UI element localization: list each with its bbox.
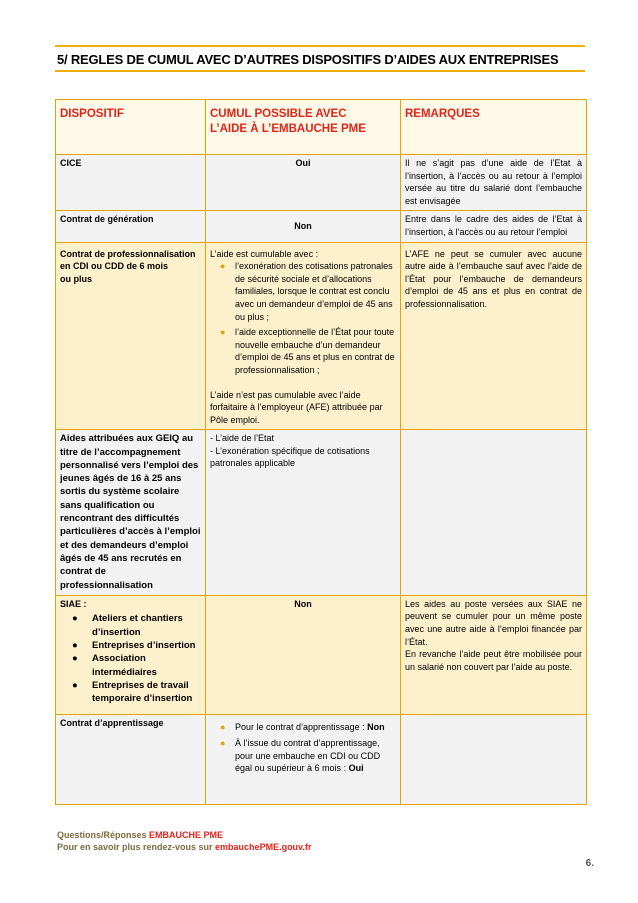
title-underline — [55, 70, 585, 72]
row-name: Contrat de génération — [56, 211, 206, 242]
table-row-geiq — [56, 430, 587, 596]
row-cumul: Non — [206, 211, 401, 242]
row-cumul: - L’aide de l’Etat - L’exonération spécifique de cotisations patronales applicable — [206, 430, 401, 596]
row-remarques — [401, 714, 587, 804]
row-name: CICE — [56, 155, 206, 211]
table-row-cice — [56, 155, 587, 211]
row-name: Contrat de professionnalisation en CDI ou CDD de 6 mois ou plus — [56, 242, 206, 430]
section-title: 5/ REGLES DE CUMUL AVEC D’AUTRES DISPOSITIFS D’AIDES AUX ENTREPRISES — [57, 52, 559, 67]
row-remarques: L’AFE ne peut se cumuler avec aucune autre aide à l’embauche sauf avec l’aide de l’État pour l’embauche de demandeurs d’emploi de 45 ans et plus en contrat de professionnalisation. — [401, 242, 587, 430]
table-row-professionnalisation — [56, 242, 587, 430]
cumul-table — [55, 99, 587, 805]
row-cumul: Oui — [206, 155, 401, 211]
header-dispositif: DISPOSITIF — [56, 100, 206, 155]
row-name: SIAE : ● Ateliers et chantiers d’insertion ● Entreprises d’insertion ● Association intermédiaires ● Entreprises de travail temporaire d’insertion — [56, 595, 206, 714]
row-cumul: L’aide est cumulable avec : ● l’exonération des cotisations patronales de sécurité sociale et d’allocations familiales, lorsque le contrat est conclu avec un demandeur d’emploi de 45 ans ou plus ; ● l’aide exceptionnelle de l’État pour toute nouvelle embauche d’un demandeur d’emploi de 45 ans et plus en contrat de professionnalisation ; L’aide n’est pas cumulable avec l’aide forfaitaire à l’employeur (AFE) attribuée par Pôle emploi. — [206, 242, 401, 430]
header-remarques: REMARQUES — [401, 100, 587, 155]
website-link[interactable]: embauchePME.gouv.fr — [215, 842, 312, 852]
header-cumul: CUMUL POSSIBLE AVEC L’AIDE À L’EMBAUCHE PME — [206, 100, 401, 155]
table-row-generation — [56, 211, 587, 242]
table-row-siae — [56, 595, 587, 714]
footer: Questions/Réponses EMBAUCHE PME Pour en savoir plus rendez-vous sur embauchePME.gouv.fr — [57, 830, 312, 852]
row-cumul: ● Pour le contrat d’apprentissage : Non ● À l’issue du contrat d’apprentissage, pour une embauche en CDI ou CDD égal ou supérieur à 6 mois : Oui — [206, 714, 401, 804]
row-name: Contrat d’apprentissage — [56, 714, 206, 804]
row-remarques: Entre dans le cadre des aides de l’Etat à l’insertion, à l’accès ou au retour l’emploi — [401, 211, 587, 242]
row-remarques: Les aides au poste versées aux SIAE ne peuvent se cumuler pour un même poste avec une autre aide à l’emploi financée par l’État. En revanche l’aide peut être mobilisée pour un salarié non couvert par l’aide au poste. — [401, 595, 587, 714]
top-rule — [55, 45, 585, 47]
table-row-apprentissage — [56, 714, 587, 804]
row-remarques — [401, 430, 587, 596]
table-header-row — [56, 100, 587, 155]
row-cumul: Non — [206, 595, 401, 714]
page-number: 6. — [585, 858, 594, 869]
row-remarques: Il ne s’agit pas d’une aide de l’Etat à l’insertion, à l’accès ou au retour à l’emploi versée au titre du salarié dont l’embauche est envisagée — [401, 155, 587, 211]
row-name: Aides attribuées aux GEIQ au titre de l’accompagnement personnalisé vers l’emploi des jeunes âgés de 16 à 25 ans sortis du système scolaire sans qualification ou rencontrant des difficultés particulières d’accès à l’emploi et des demandeurs d’emploi âgés de 45 ans recrutés en contrat de professionnalisation — [56, 430, 206, 596]
